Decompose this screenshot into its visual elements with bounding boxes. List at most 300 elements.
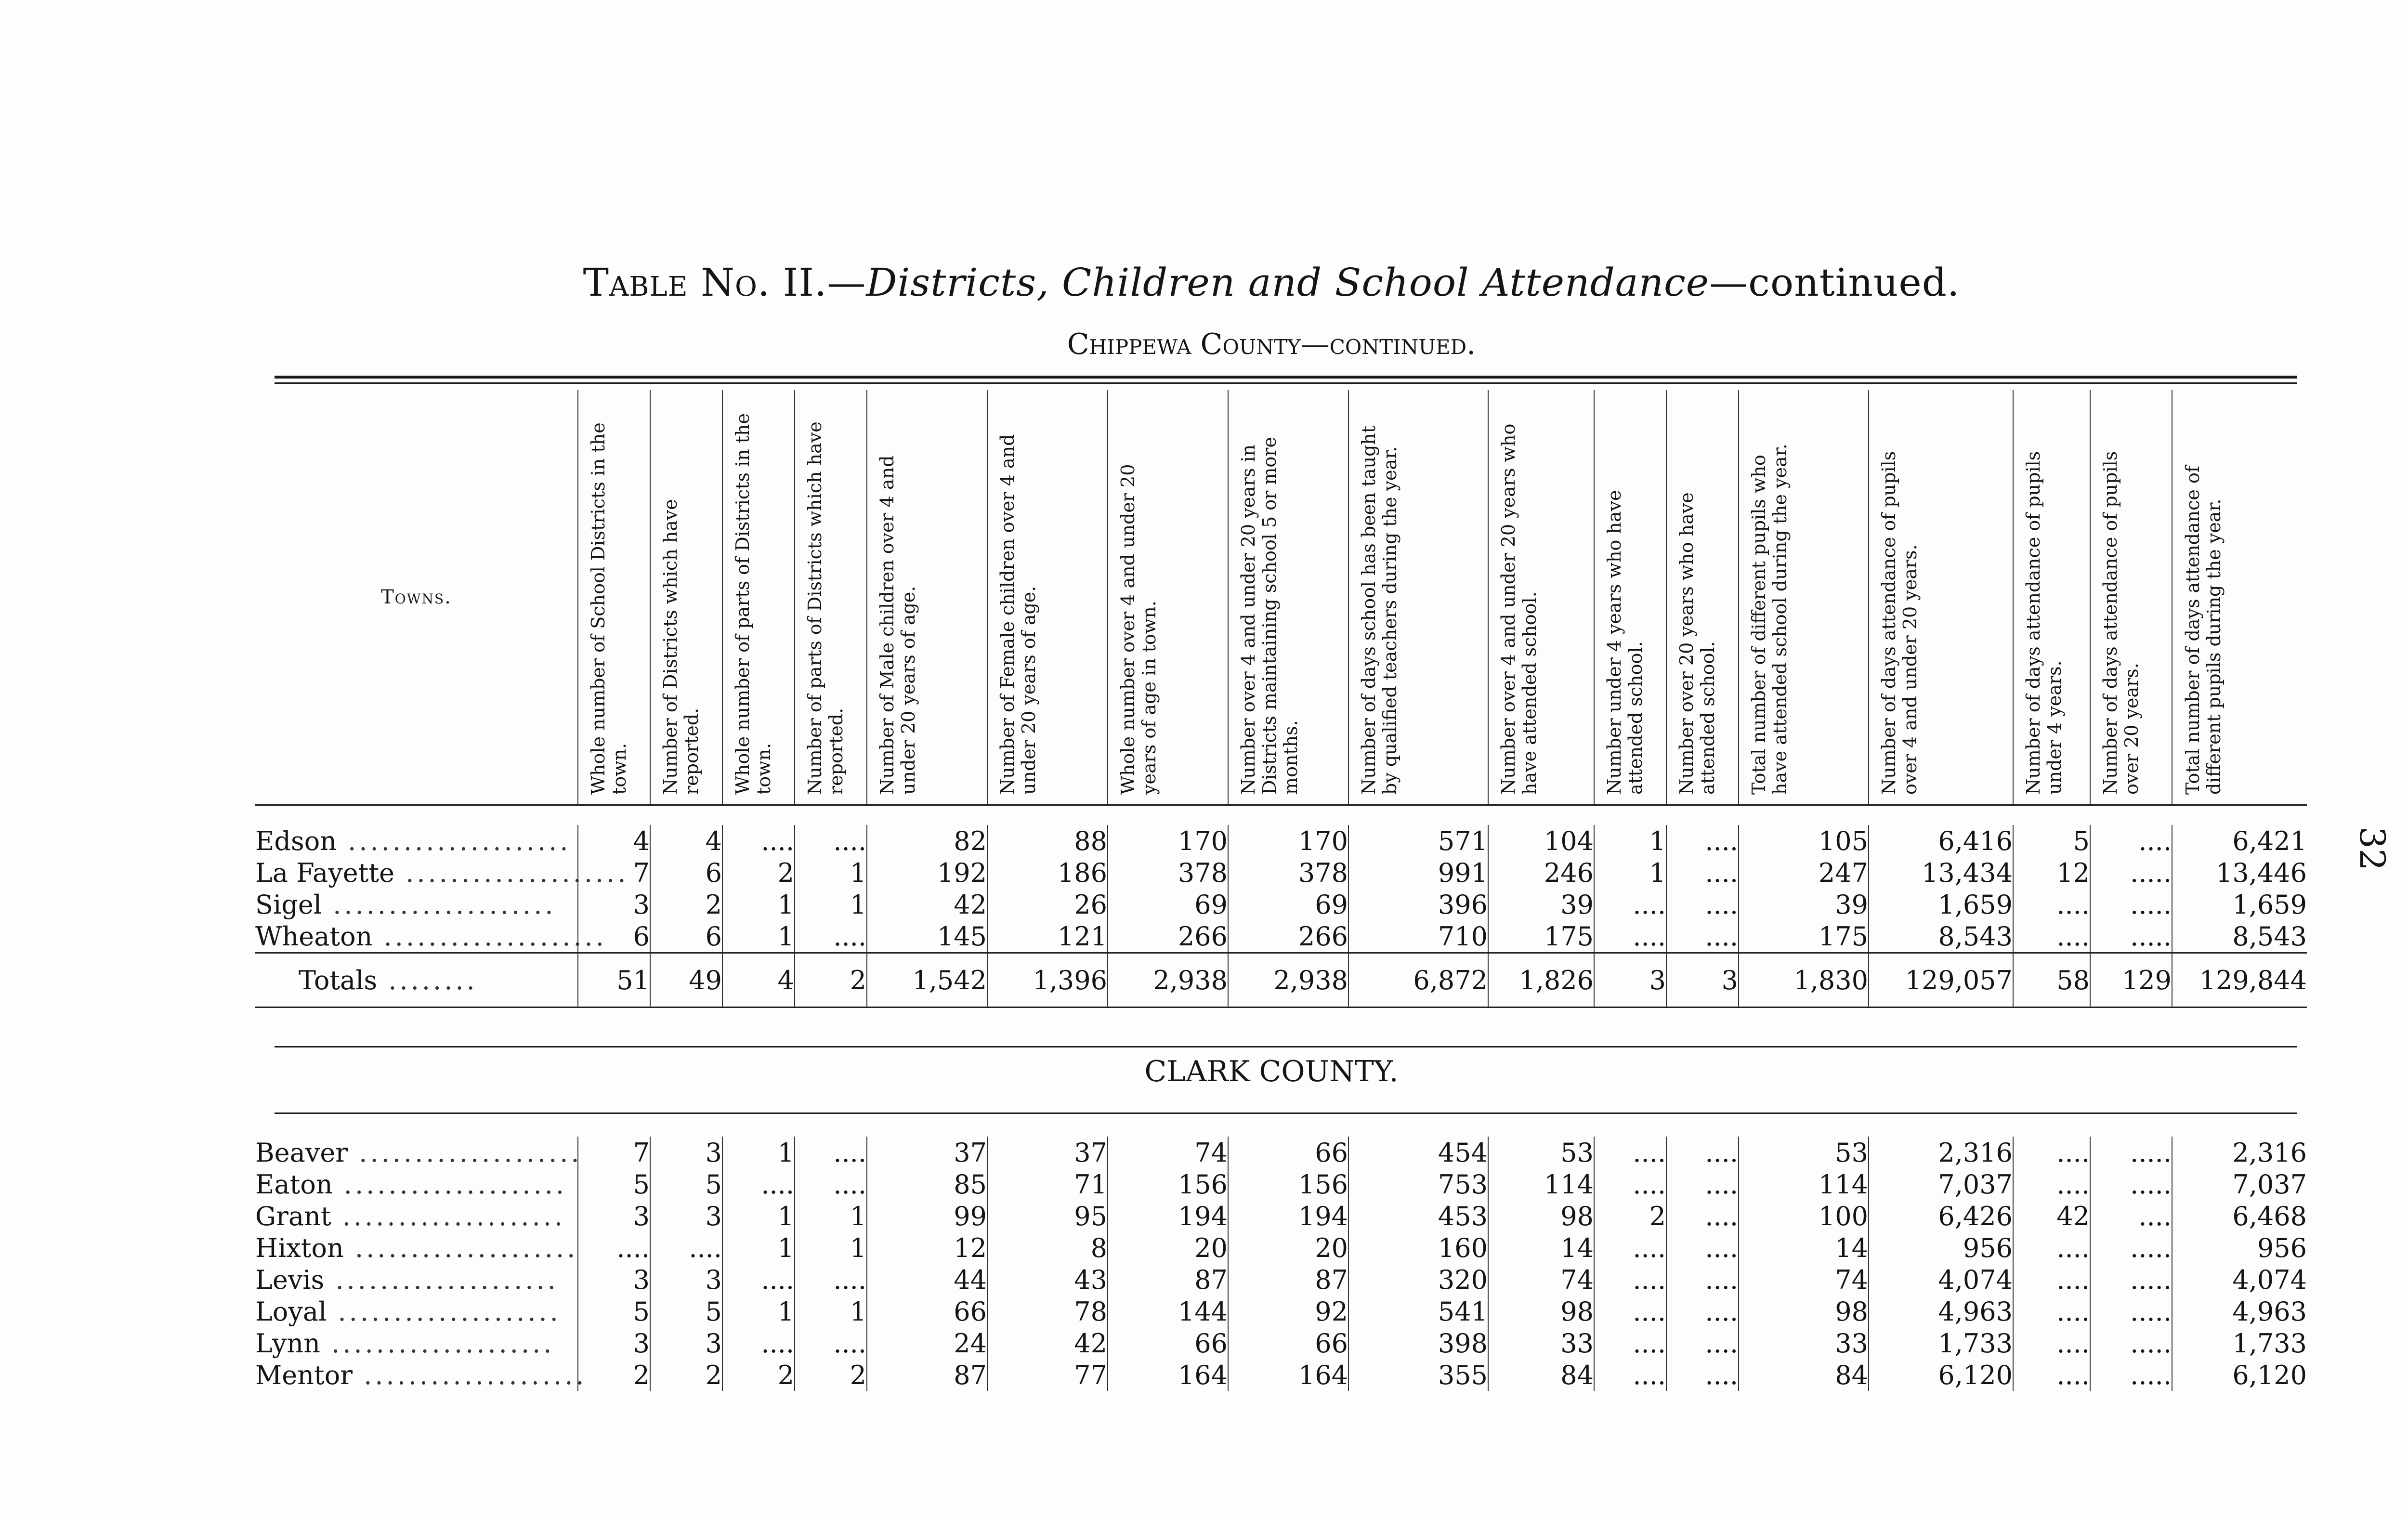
table-cell: 33: [1739, 1327, 1869, 1359]
table-cell: 144: [1108, 1296, 1228, 1327]
table-cell: .....: [2090, 1327, 2172, 1359]
table-cell: ....: [722, 825, 795, 857]
table-cell: 1: [795, 889, 867, 920]
leader-dots: ....................: [337, 825, 571, 856]
town-name-text: Wheaton: [255, 921, 373, 952]
table-cell: 3: [1594, 953, 1666, 1008]
leader-dots: ....................: [322, 889, 556, 920]
table-cell: 12: [2013, 857, 2090, 889]
column-header-text: Number over 4 and under 20 years in Districts maintaining school 5 or more months.: [1238, 437, 1301, 795]
table-cell: .....: [2090, 920, 2172, 953]
table-row: [255, 857, 2307, 889]
column-header-text: Whole number over 4 and under 20 years of age in town.: [1117, 464, 1160, 795]
table-cell: 69: [1108, 889, 1228, 920]
table-row: [255, 1168, 2307, 1200]
town-name-text: Beaver: [255, 1137, 348, 1168]
table-cell: 2: [650, 889, 722, 920]
table-row: [255, 1296, 2307, 1327]
town-name-text: Edson: [255, 825, 337, 856]
town-name-text: Hixton: [255, 1232, 344, 1263]
table-cell: ....: [2013, 1232, 2090, 1264]
town-name: [255, 1232, 578, 1264]
table-cell: 74: [1488, 1264, 1594, 1296]
table-row: [255, 1200, 2307, 1232]
table-cell: .....: [2090, 1359, 2172, 1391]
table-cell: 26: [987, 889, 1108, 920]
table-cell: 51: [578, 953, 650, 1008]
table-cell: ....: [1666, 857, 1739, 889]
table-cell: 3: [578, 1200, 650, 1232]
table-cell: 956: [2172, 1232, 2307, 1264]
table-cell: 88: [987, 825, 1108, 857]
table-cell: 2: [578, 1359, 650, 1391]
table-cell: ....: [2090, 825, 2172, 857]
spacer-cell: [255, 805, 2307, 825]
leader-dots: ....................: [394, 857, 629, 888]
table-cell: 3: [650, 1264, 722, 1296]
table-cell: 49: [650, 953, 722, 1008]
table-cell: 4,074: [2172, 1264, 2307, 1296]
table-cell: 12: [867, 1232, 987, 1264]
table-cell: 39: [1488, 889, 1594, 920]
table-cell: 1,830: [1739, 953, 1869, 1008]
chippewa-county-heading: Chippewa County—continued.: [1067, 327, 1476, 361]
table-cell: 92: [1228, 1296, 1348, 1327]
table-cell: ....: [722, 1168, 795, 1200]
table-cell: 7,037: [1869, 1168, 2013, 1200]
column-header-5: [867, 390, 987, 805]
table-cell: 20: [1108, 1232, 1228, 1264]
table-cell: 175: [1488, 920, 1594, 953]
table-cell: 84: [1488, 1359, 1594, 1391]
table-cell: 6: [650, 857, 722, 889]
table-cell: 320: [1348, 1264, 1488, 1296]
table-cell: 129,844: [2172, 953, 2307, 1008]
table-cell: 100: [1739, 1200, 1869, 1232]
table-cell: 78: [987, 1296, 1108, 1327]
table-cell: 170: [1228, 825, 1348, 857]
table-row: [255, 1327, 2307, 1359]
table-cell: 396: [1348, 889, 1488, 920]
table-cell: 156: [1108, 1168, 1228, 1200]
table-cell: .....: [2090, 1264, 2172, 1296]
table-cell: 99: [867, 1200, 987, 1232]
table-cell: ....: [1594, 1168, 1666, 1200]
page-number: 32: [2352, 826, 2393, 871]
town-name: [255, 1137, 582, 1168]
table-cell: 24: [867, 1327, 987, 1359]
table-cell: 129,057: [1869, 953, 2013, 1008]
column-header-13: [1739, 390, 1869, 805]
table-cell: 753: [1348, 1168, 1488, 1200]
town-name: [255, 1296, 578, 1327]
table-cell: ....: [1666, 1232, 1739, 1264]
table-cell: 7: [578, 1137, 650, 1168]
table-row: [255, 825, 2307, 857]
column-header-1: [578, 390, 650, 805]
town-name: [255, 1264, 578, 1296]
table-cell: .....: [2090, 1296, 2172, 1327]
town-name-text: Lynn: [255, 1328, 320, 1359]
table-cell: 194: [1108, 1200, 1228, 1232]
table-cell: 37: [867, 1137, 987, 1168]
column-header-text: Number of days attendance of pupils under 4 years.: [2023, 451, 2065, 795]
table-cell: 2: [722, 857, 795, 889]
table-cell: 175: [1739, 920, 1869, 953]
column-header-text: Number under 4 years who have attended school.: [1604, 490, 1646, 795]
column-header-text: Number of Male children over 4 and under 20 years of age.: [877, 455, 919, 795]
table-cell: 1,396: [987, 953, 1108, 1008]
table-cell: 87: [1228, 1264, 1348, 1296]
table-cell: 5: [578, 1296, 650, 1327]
table-cell: 20: [1228, 1232, 1348, 1264]
table-cell: ....: [650, 1232, 722, 1264]
table-cell: 44: [867, 1264, 987, 1296]
table-cell: 43: [987, 1264, 1108, 1296]
table-cell: 71: [987, 1168, 1108, 1200]
leader-dots: ....................: [331, 1201, 566, 1231]
table-cell: ....: [1666, 1327, 1739, 1359]
leader-dots: ....................: [353, 1360, 587, 1390]
table-cell: ....: [1666, 1264, 1739, 1296]
table-cell: ....: [1594, 1137, 1666, 1168]
table-cell: 3: [650, 1200, 722, 1232]
table-cell: 104: [1488, 825, 1594, 857]
table-cell: ....: [1594, 920, 1666, 953]
table-cell: 129: [2090, 953, 2172, 1008]
table-cell: ....: [795, 1137, 867, 1168]
clark-rows: [255, 1137, 2307, 1391]
table-cell: 66: [1228, 1327, 1348, 1359]
table-cell: 3: [578, 1327, 650, 1359]
town-name-text: La Fayette: [255, 857, 395, 888]
leader-dots: ....................: [320, 1328, 555, 1359]
column-header-17: [2172, 390, 2307, 805]
table-cell: 85: [867, 1168, 987, 1200]
column-header-text: Total number of different pupils who have attended school during the year.: [1748, 444, 1791, 795]
column-header-9: [1348, 390, 1488, 805]
title-italic: Districts, Children and School Attendance: [866, 260, 1710, 305]
column-header-4: [795, 390, 867, 805]
table-cell: ....: [2013, 1359, 2090, 1391]
table-cell: ....: [1594, 1359, 1666, 1391]
table-cell: 1: [722, 889, 795, 920]
column-header-7: [1108, 390, 1228, 805]
towns-header: Towns.: [255, 390, 578, 805]
table-cell: 66: [1108, 1327, 1228, 1359]
column-header-12: [1666, 390, 1739, 805]
table-cell: 1: [722, 1200, 795, 1232]
column-header-text: Number of days attendance of pupils over 4 and under 20 years.: [1878, 451, 1921, 795]
table-cell: ....: [1666, 1168, 1739, 1200]
table-cell: 1: [1594, 857, 1666, 889]
table-cell: 121: [987, 920, 1108, 953]
town-name-text: Sigel: [255, 889, 322, 920]
column-header-text: Total number of days attendance of different pupils during the year.: [2182, 466, 2225, 795]
table-cell: 3: [1666, 953, 1739, 1008]
table-cell: 1: [795, 1200, 867, 1232]
table-cell: 1,826: [1488, 953, 1594, 1008]
column-header-14: [1869, 390, 2013, 805]
table-cell: 710: [1348, 920, 1488, 953]
table-cell: 42: [987, 1327, 1108, 1359]
table-cell: 53: [1488, 1137, 1594, 1168]
town-name-text: Loyal: [255, 1296, 327, 1327]
leader-dots: ........: [377, 965, 478, 995]
table-cell: 4,963: [2172, 1296, 2307, 1327]
table-cell: 3: [650, 1137, 722, 1168]
table-cell: 98: [1739, 1296, 1869, 1327]
table-cell: 58: [2013, 953, 2090, 1008]
table-cell: 2: [795, 1359, 867, 1391]
table-cell: 114: [1488, 1168, 1594, 1200]
table-cell: 53: [1739, 1137, 1869, 1168]
town-name: [255, 857, 629, 889]
table-cell: 5: [578, 1168, 650, 1200]
table-cell: 186: [987, 857, 1108, 889]
table-cell: 4: [650, 825, 722, 857]
town-name-text: Grant: [255, 1201, 331, 1231]
table-cell: ....: [1594, 1327, 1666, 1359]
table-cell: 95: [987, 1200, 1108, 1232]
table-cell: 1,733: [1869, 1327, 2013, 1359]
town-name-text: Mentor: [255, 1360, 353, 1390]
table-cell: 247: [1739, 857, 1869, 889]
table-cell: 378: [1228, 857, 1348, 889]
table-cell: ....: [1594, 1264, 1666, 1296]
table-cell: 98: [1488, 1296, 1594, 1327]
column-header-text: Number over 4 and under 20 years who have attended school.: [1498, 423, 1540, 795]
table-cell: 2: [650, 1359, 722, 1391]
leader-dots: ....................: [348, 1137, 582, 1168]
table-cell: 69: [1228, 889, 1348, 920]
chippewa-table: [255, 390, 2307, 1008]
table-cell: .....: [2090, 857, 2172, 889]
column-header-2: [650, 390, 722, 805]
title-prefix: Table No. II.—: [583, 260, 866, 305]
table-cell: 1: [722, 1296, 795, 1327]
leader-dots: ....................: [372, 921, 607, 952]
table-cell: 1: [795, 857, 867, 889]
column-header-text: Whole number of School Districts in the town.: [588, 422, 630, 795]
column-header-row: [255, 390, 2307, 805]
table-cell: 3: [650, 1327, 722, 1359]
table-cell: 194: [1228, 1200, 1348, 1232]
table-cell: 1: [795, 1232, 867, 1264]
column-header-text: Whole number of parts of Districts in the town.: [732, 413, 774, 795]
table-cell: ....: [1594, 1232, 1666, 1264]
column-header-15: [2013, 390, 2090, 805]
table-cell: 3: [578, 889, 650, 920]
table-cell: .....: [2090, 889, 2172, 920]
table-cell: .....: [2090, 1137, 2172, 1168]
column-header-16: [2090, 390, 2172, 805]
mid-rule: [275, 1046, 2297, 1047]
table-cell: 571: [1348, 825, 1488, 857]
clark-rule: [275, 1112, 2297, 1114]
table-cell: 1: [1594, 825, 1666, 857]
column-header-3: [722, 390, 795, 805]
table-cell: 33: [1488, 1327, 1594, 1359]
table-cell: 2,938: [1228, 953, 1348, 1008]
table-cell: 82: [867, 825, 987, 857]
table-cell: 454: [1348, 1137, 1488, 1168]
table-cell: 2,316: [1869, 1137, 2013, 1168]
table-cell: 74: [1108, 1137, 1228, 1168]
table-cell: 14: [1739, 1232, 1869, 1264]
table-cell: 164: [1108, 1359, 1228, 1391]
title-suffix: —continued.: [1709, 260, 1960, 305]
table-cell: 87: [867, 1359, 987, 1391]
column-header-text: Number of days school has been taught by qualified teachers during the year.: [1358, 425, 1400, 795]
table-cell: 1: [722, 1232, 795, 1264]
table-cell: 6,426: [1869, 1200, 2013, 1232]
table-cell: .....: [2090, 1232, 2172, 1264]
totals-label: [255, 953, 578, 1008]
table-cell: 453: [1348, 1200, 1488, 1232]
page-title: [0, 260, 2408, 305]
column-header-11: [1594, 390, 1666, 805]
table-cell: 6: [578, 920, 650, 953]
table-cell: 355: [1348, 1359, 1488, 1391]
table-cell: 5: [650, 1296, 722, 1327]
table-cell: 378: [1108, 857, 1228, 889]
table-cell: 145: [867, 920, 987, 953]
table-cell: ....: [2013, 920, 2090, 953]
table-cell: ....: [2013, 1168, 2090, 1200]
clark-table: [255, 1137, 2307, 1391]
town-name: [255, 1327, 578, 1359]
spacer-row: [255, 805, 2307, 825]
table-cell: 13,446: [2172, 857, 2307, 889]
table-cell: .....: [2090, 1168, 2172, 1200]
clark-county-heading: CLARK COUNTY.: [1144, 1055, 1399, 1088]
table-cell: 4: [578, 825, 650, 857]
table-cell: ....: [2013, 1327, 2090, 1359]
column-header-8: [1228, 390, 1348, 805]
table-cell: ....: [1666, 920, 1739, 953]
table-cell: 1: [722, 1137, 795, 1168]
table-cell: 7,037: [2172, 1168, 2307, 1200]
table-cell: 2,938: [1108, 953, 1228, 1008]
town-name-text: Totals: [299, 965, 378, 995]
table-cell: 266: [1108, 920, 1228, 953]
table-cell: ....: [2013, 1296, 2090, 1327]
totals-row: [255, 953, 2307, 1008]
table-cell: 4,074: [1869, 1264, 2013, 1296]
table-cell: ....: [795, 920, 867, 953]
table-cell: ....: [2090, 1200, 2172, 1232]
top-rule: [275, 376, 2297, 379]
table-cell: 42: [2013, 1200, 2090, 1232]
table-cell: 6,416: [1869, 825, 2013, 857]
table-cell: ....: [1666, 1200, 1739, 1232]
table-cell: 1: [795, 1296, 867, 1327]
table-row: [255, 1137, 2307, 1168]
table-cell: 8,543: [1869, 920, 2013, 953]
table-cell: 1: [722, 920, 795, 953]
table-cell: 66: [867, 1296, 987, 1327]
table-row: [255, 920, 2307, 953]
table-row: [255, 1359, 2307, 1391]
table-cell: ....: [1666, 1296, 1739, 1327]
table-cell: 6,872: [1348, 953, 1488, 1008]
table-cell: ....: [1594, 1296, 1666, 1327]
column-header-10: [1488, 390, 1594, 805]
table-cell: 84: [1739, 1359, 1869, 1391]
table-cell: 156: [1228, 1168, 1348, 1200]
table-cell: 1,542: [867, 953, 987, 1008]
column-header-text: Number of parts of Districts which have reported.: [804, 421, 847, 795]
table-cell: ....: [1666, 825, 1739, 857]
table-cell: ....: [795, 1327, 867, 1359]
table-cell: 2: [722, 1359, 795, 1391]
table-cell: 991: [1348, 857, 1488, 889]
table-cell: 1,733: [2172, 1327, 2307, 1359]
town-name: [255, 825, 578, 857]
town-name: [255, 889, 578, 920]
table-cell: 37: [987, 1137, 1108, 1168]
table-cell: 541: [1348, 1296, 1488, 1327]
table-cell: 98: [1488, 1200, 1594, 1232]
table-cell: 6,120: [2172, 1359, 2307, 1391]
top-rule-thin: [275, 382, 2297, 384]
table-cell: ....: [578, 1232, 650, 1264]
table-cell: 77: [987, 1359, 1108, 1391]
town-name-text: Levis: [255, 1264, 325, 1295]
leader-dots: ....................: [343, 1232, 578, 1263]
leader-dots: ....................: [327, 1296, 561, 1327]
table-cell: 5: [650, 1168, 722, 1200]
table-cell: 2,316: [2172, 1137, 2307, 1168]
table-cell: ....: [2013, 889, 2090, 920]
table-cell: 2: [795, 953, 867, 1008]
table-cell: 4: [722, 953, 795, 1008]
table-cell: 105: [1739, 825, 1869, 857]
table-cell: ....: [722, 1264, 795, 1296]
table-row: [255, 1232, 2307, 1264]
table-cell: 114: [1739, 1168, 1869, 1200]
table-cell: 8: [987, 1232, 1108, 1264]
table-cell: 1,659: [1869, 889, 2013, 920]
table-cell: 87: [1108, 1264, 1228, 1296]
table-cell: 192: [867, 857, 987, 889]
leader-dots: ....................: [324, 1264, 559, 1295]
table-cell: 14: [1488, 1232, 1594, 1264]
table-cell: 6: [650, 920, 722, 953]
table-cell: 39: [1739, 889, 1869, 920]
table-cell: 2: [1594, 1200, 1666, 1232]
table-cell: ....: [1594, 889, 1666, 920]
table-cell: 246: [1488, 857, 1594, 889]
table-row: [255, 889, 2307, 920]
column-header-text: Number of Districts which have reported.: [660, 499, 702, 795]
table-cell: 4,963: [1869, 1296, 2013, 1327]
table-cell: ....: [2013, 1264, 2090, 1296]
table-cell: ....: [1666, 1137, 1739, 1168]
town-name-text: Eaton: [255, 1169, 333, 1200]
leader-dots: ....................: [332, 1169, 567, 1200]
table-cell: 6,421: [2172, 825, 2307, 857]
table-cell: 13,434: [1869, 857, 2013, 889]
table-cell: 956: [1869, 1232, 2013, 1264]
table-cell: 266: [1228, 920, 1348, 953]
table-cell: ....: [795, 825, 867, 857]
table-cell: 8,543: [2172, 920, 2307, 953]
table-cell: ....: [795, 1264, 867, 1296]
table-cell: ....: [1666, 1359, 1739, 1391]
table-cell: 74: [1739, 1264, 1869, 1296]
